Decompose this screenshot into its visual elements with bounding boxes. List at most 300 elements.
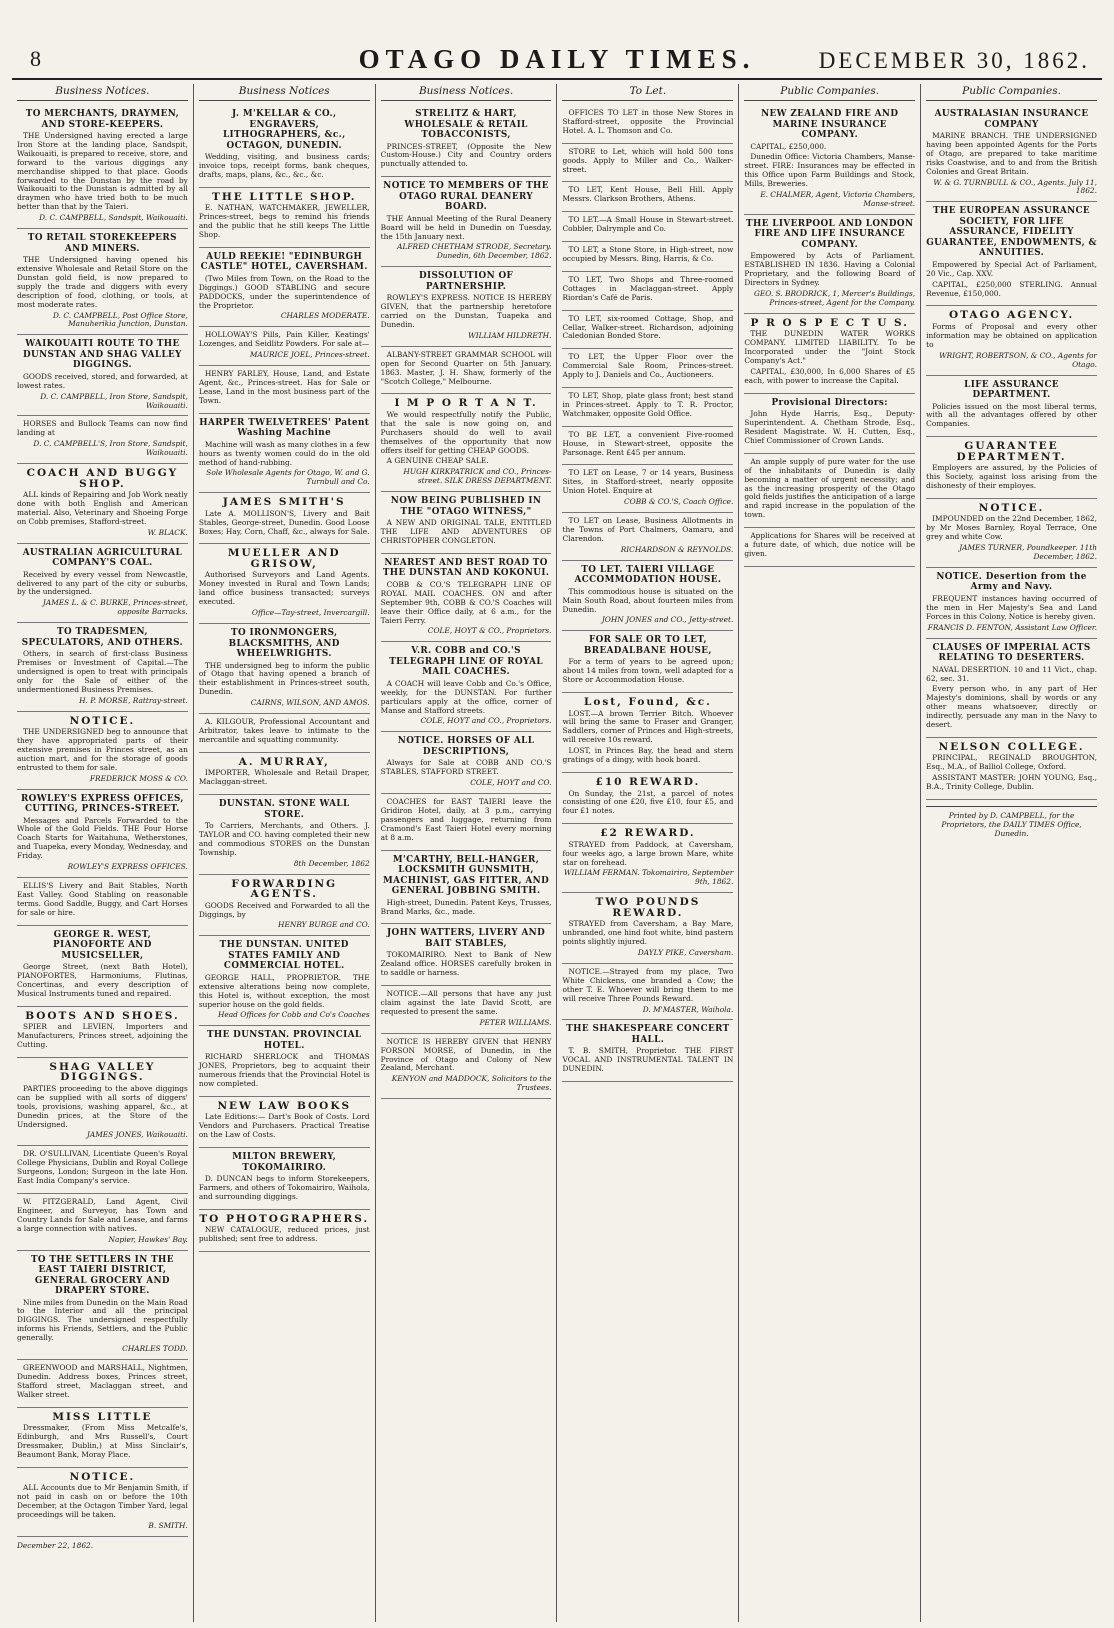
ad-body (744, 410, 915, 446)
ad-body (17, 963, 188, 999)
ad-body (562, 109, 733, 136)
ad-signature: JAMES L. & C. BURKE, Princes-street, opposite Barracks. (42, 598, 188, 617)
ad-paragraph: GEORGE HALL, PROPRIETOR. THE extensive alterations being now complete, this Hotel is, without exception, the most superior house on the gold fields. (198, 972, 370, 1009)
printer-imprint: Printed by D. CAMPBELL, for the Proprietors, the DAILY TIMES Office, Dunedin. (926, 806, 1097, 838)
issue-date: DECEMBER 30, 1862. (818, 48, 1090, 73)
ad-body (926, 595, 1097, 622)
advertisement (926, 639, 1097, 738)
ad-signature: Head Offices for Cobb and Co's Coaches (217, 1010, 370, 1020)
ad-title: SHAG VALLEY DIGGINGS. (49, 1060, 156, 1084)
ad-body (199, 204, 370, 240)
ad-paragraph: George Street, (next Bath Hotel), PIANOFORTES, Harmoniums, Flutinas, Concertinas, and every description of Musical Instruments tuned and repaired. (17, 962, 188, 998)
ad-title: AUSTRALIAN AGRICULTURAL COMPANY'S COAL. (22, 547, 183, 569)
advertisement (926, 202, 1097, 306)
advertisement (744, 314, 915, 394)
advertisement (17, 623, 188, 711)
ad-paragraph: On Sunday, the 21st, a parcel of notes consisting of one £20, five £10, four £5, and four £1 notes. (562, 788, 734, 816)
columns (12, 84, 1102, 1622)
ad-title: FORWARDING AGENTS. (231, 877, 338, 901)
ad-title: NOTICE. (69, 714, 136, 727)
ad-signature: DAYLY PIKE, Caversham. (637, 947, 734, 957)
ad-paragraph: CAPITAL, £250,000. (750, 141, 827, 151)
ad-body (199, 571, 370, 607)
ad-body (562, 276, 733, 303)
ad-paragraph: This commodious house is situated on the Main South Road, about fourteen miles from Dunedin. (562, 586, 734, 614)
ad-body (562, 968, 733, 1004)
ad-title: TWO POUNDS REWARD. (595, 896, 701, 919)
ad-signature: HUGH KIRKPATRICK and CO., Princes-street. SILK DRESS DEPARTMENT. (403, 467, 552, 486)
advertisement (562, 513, 733, 561)
advertisement (926, 437, 1097, 499)
advertisement (562, 773, 733, 824)
ad-title: GUARANTEE DEPARTMENT. (956, 440, 1067, 463)
advertisement (744, 528, 915, 567)
ad-body (199, 662, 370, 698)
ad-title: Provisional Directors: (771, 397, 888, 408)
advertisement (199, 1210, 370, 1252)
ad-signature: W. BLACK. (147, 527, 188, 537)
ad-paragraph: Late Editions:— Dart's Book of Costs. Lord Vendors and Purchasers. Practical Treatise on the Law of Costs. (198, 1112, 370, 1140)
ad-paragraph: THE UNDERSIGNED beg to announce that they have appropriated parts of their extensive premises in Princes street, as an auction mart, and for the storage of goods entrusted to them for sale. (17, 727, 188, 772)
advertisement (17, 1058, 188, 1146)
advertisement (562, 349, 733, 388)
advertisement (562, 427, 733, 466)
ad-body (926, 403, 1097, 430)
ad-body (17, 256, 188, 309)
ad-paragraph: ALBANY-STREET GRAMMAR SCHOOL will open for Second Quarter on 5th January, 1863. Master, J. H. Shaw, formerly of the "Scotch College," Melbourne. (380, 349, 552, 386)
ad-paragraph: TO LET, a Stone Store, in High-street, now occupied by Messrs. Bing, Harris, & Co. (562, 245, 734, 263)
ad-body (17, 1299, 188, 1344)
ad-paragraph: SPIER and LEVIEN, Importers and Manufacturers, Princes street, adjoining the Cutting. (17, 1022, 188, 1049)
advertisement (199, 795, 370, 875)
ad-title: FOR SALE OR TO LET, BREADALBANE HOUSE, (583, 635, 712, 656)
advertisement (562, 182, 733, 212)
advertisement (381, 732, 552, 794)
advertisement (199, 414, 370, 494)
ad-title: M'CARTHY, BELL-HANGER, LOCKSMITH GUNSMITH, MACHINIST, GAS FITTER, AND GENERAL JOBBING SMITH. (383, 854, 550, 897)
ad-body (562, 710, 733, 765)
ad-title: V.R. COBB and CO.'S TELEGRAPH LINE OF ROYAL MAIL COACHES. (389, 646, 543, 678)
advertisement (926, 376, 1097, 438)
ad-paragraph: High-street, Dunedin. Patent Keys, Trusses, Brand Marks, &c., made. (380, 897, 552, 916)
advertisement (17, 1360, 188, 1408)
advertisement (381, 394, 552, 492)
ad-title: MISS LITTLE (52, 1410, 153, 1423)
ad-paragraph: PARTIES proceeding to the above diggings can be supplied with all sorts of diggers' tools, provisions, washing apparel, &c., at Dunedin prices, at the Store of the Undersigned. (17, 1083, 188, 1129)
ad-signature: WILLIAM FERMAN. Tokomairiro, September 9th, 1862. (563, 868, 734, 887)
ad-body (17, 650, 188, 695)
advertisement (562, 311, 733, 350)
ad-paragraph: IMPOUNDED on the 22nd December, 1862, by Mr Moses Barnley, Royal Terrace, One grey and white Cow. (926, 514, 1097, 542)
advertisement (17, 1194, 188, 1251)
ad-paragraph: Messages and Parcels Forwarded to the Whole of the Gold Fields. THE Four Horse Coach Starts for Waitahuna, Wetherstones, and Tuapeka, every Monday, Wednesday, and Friday. (17, 815, 188, 861)
masthead (12, 44, 1102, 74)
advertisement (17, 416, 188, 464)
ad-signature: COLE, HOYT and CO. (470, 778, 552, 788)
ad-title: £10 REWARD. (595, 776, 701, 788)
column-4 (556, 84, 738, 1622)
advertisement (381, 794, 552, 851)
ad-paragraph: NEW CATALOGUE, reduced prices, just published; sent free to address. (198, 1225, 370, 1244)
ad-body (744, 143, 915, 190)
ad-body (199, 822, 370, 858)
ad-body (926, 666, 1097, 730)
advertisement (17, 1251, 188, 1360)
advertisement (926, 105, 1097, 202)
ad-body (381, 411, 552, 466)
advertisement (562, 964, 733, 1021)
advertisement (17, 229, 188, 335)
ad-paragraph: A GENUINE CHEAP SALE. (386, 456, 489, 466)
ad-signature: HENRY BURGE and CO. (278, 920, 370, 930)
ad-paragraph: John Hyde Harris, Esq., Deputy-Superintendent. A. Chetham Strode, Esq., Resident Magistrate. W. H. Cutten, Esq., Chief Commissioner of Crown Lands. (744, 409, 916, 445)
ad-paragraph: NOTICE.—All persons that have any just claim against the late David Scott, are requested to present the same. (380, 989, 552, 1016)
advertisement (381, 986, 552, 1034)
ad-body (562, 216, 733, 234)
ad-title: Lost, Found, &c. (584, 696, 712, 709)
ad-body (199, 769, 370, 787)
ad-signature: D. C. CAMPBELL, Post Office Store, Manuherikia Junction, Dunstan. (53, 310, 188, 329)
ad-title: AULD REEKIE! "EDINBURGH CASTLE" HOTEL, CAVERSHAM. (200, 251, 368, 273)
ad-signature: RICHARDSON & REYNOLDS. (620, 544, 734, 554)
column-2 (193, 84, 375, 1622)
ad-signature: JAMES JONES, Waikouaiti. (86, 1130, 188, 1140)
ad-paragraph: TO LET, Shop, plate glass front; best stand in Princes-street. Apply to T. R. Proctor, Watchmaker, opposite Gold Office. (562, 391, 734, 418)
ad-paragraph: THE DUNEDIN WATER WORKS COMPANY. LIMITED LIABILITY. To be Incorporated under the "Joint Stock Company's Act." (744, 329, 916, 365)
ad-signature: E. CHALMER, Agent, Victoria Chambers, Manse-street. (760, 190, 916, 208)
advertisement (199, 366, 370, 414)
advertisement (199, 327, 370, 366)
ad-body (381, 215, 552, 242)
ad-title: THE LITTLE SHOP. (212, 190, 357, 203)
ad-body (926, 515, 1097, 542)
ad-body (562, 246, 733, 264)
advertisement (562, 824, 733, 893)
ad-signature: COBB & CO.'S, Coach Office. (624, 497, 734, 507)
ad-body (562, 392, 733, 419)
ad-title: DISSOLUTION OF PARTNERSHIP. (418, 271, 514, 292)
ad-body (562, 517, 733, 544)
ad-body (17, 1150, 188, 1186)
ad-title: TO RETAIL STOREKEEPERS AND MINERS. (27, 233, 177, 254)
ad-body (562, 588, 733, 615)
ad-paragraph: STRAYED from Paddock, at Caversham, four weeks ago, a large brown Mare, white star on forehead. (562, 839, 734, 867)
ad-title: TO LET. TAIERI VILLAGE ACCOMMODATION HOUSE. (574, 564, 722, 586)
column-6 (920, 84, 1102, 1622)
column-3 (375, 84, 557, 1622)
ad-paragraph: ALL kinds of Repairing and Job Work neatly done with both English and American material. Also, Veterinary and Shoeing Forge on Cobb premises, Stafford-street. (17, 490, 188, 526)
ad-signature: B. SMITH. (148, 1520, 188, 1530)
ad-signature: WILLIAM HILDRETH. (468, 330, 552, 340)
ad-body (926, 464, 1097, 491)
ad-title: HARPER TWELVETREES' Patent Washing Machine (199, 417, 370, 439)
ad-paragraph: A COACH will leave Cobb and Co.'s Office, weekly, for the DUNSTAN. For further particulars apply at the office, corner of Manse and Stafford streets. (380, 678, 552, 715)
ad-title: WAIKOUAITI ROUTE TO THE DUNSTAN AND SHAG VALLEY DIGGINGS. (22, 339, 182, 371)
advertisement (199, 936, 370, 1026)
ad-paragraph: ELLIS'S Livery and Bait Stables, North East Valley. Good Stabling on reasonable terms. Good Saddle, Buggy, and Cart Horses for sale or hire. (17, 880, 188, 917)
ad-signature: W. & G. TURNBULL & CO., Agents. July 11, 1862. (933, 177, 1097, 196)
ad-body (199, 510, 370, 537)
ad-paragraph: Nine miles from Dunedin on the Main Road to the Interior and all the principal DIGGINGS. The undersigned respectfully informs his Friends, Settlers, and the Public generally. (17, 1297, 188, 1343)
advertisement (562, 242, 733, 272)
ad-body (17, 1484, 188, 1520)
ad-paragraph: Empowered by Acts of Parliament. ESTABLISHED IN 1836. Having a Colonial Proprietary, and the following Board of Directors in Sydney. (744, 251, 916, 288)
ad-body (17, 882, 188, 918)
ad-body (926, 754, 1097, 792)
ad-signature: Napier, Hawkes' Bay. (108, 1234, 188, 1244)
advertisement (17, 926, 188, 1007)
ad-body (381, 581, 552, 626)
ad-body (17, 1023, 188, 1050)
ad-body (562, 1047, 733, 1074)
advertisement (17, 712, 188, 790)
ad-paragraph: Forms of Proposal and every other information may be obtained on application to (926, 321, 1097, 349)
ad-paragraph: Received by every vessel from Newcastle, delivered to any part of the city or suburbs, by the undersigned. (17, 569, 188, 597)
column-heading: To Let. (562, 84, 733, 101)
ad-body (17, 728, 188, 773)
ad-body (562, 658, 733, 685)
advertisement (381, 554, 552, 642)
ad-paragraph: NOTICE.—Strayed from my place, Two White Chickens, one branded a Cow; the other T. E. Whoever will bring them to me will receive Three Pounds Reward. (562, 966, 734, 1003)
column-heading: Public Companies. (926, 84, 1097, 101)
ad-body (562, 469, 733, 496)
advertisement (562, 693, 733, 773)
column-5 (738, 84, 920, 1622)
ad-paragraph: TO LET on Lease, 7 or 14 years, Business Sites, in Stafford-street, nearly opposite Union Hotel. Enquire at (562, 468, 734, 496)
ad-title: DUNSTAN. STONE WALL STORE. (218, 799, 350, 820)
advertisement (17, 335, 188, 416)
ad-paragraph: Empowered by Special Act of Parliament, 20 Vic., Cap. XXV. (926, 259, 1097, 278)
ad-body (199, 718, 370, 745)
advertisement (17, 1007, 188, 1058)
advertisement (17, 105, 188, 229)
ad-paragraph: Always for Sale at COBB AND CO.'S STABLES, STAFFORD STREET. (380, 758, 552, 777)
ad-paragraph: TO LET, Kent House, Bell Hill. Apply Messrs. Clarkson Brothers, Athens. (562, 185, 734, 204)
ad-paragraph: Policies issued on the most liberal terms, with all the advantages offered by other Companies. (926, 401, 1097, 429)
ad-signature: D. M'MASTER, Waihola. (642, 1004, 734, 1014)
ad-title: NOTICE. (978, 501, 1045, 514)
ad-paragraph: An ample supply of pure water for the use of the inhabitants of Dunedin is daily becoming a matter of urgent necessity; and as the increasing prosperity of the Otago gold fields justifies the anticipation of a large and rapid increase in the population of the town. (744, 456, 916, 520)
advertisement (562, 272, 733, 311)
ad-signature: COLE, HOYT and CO., Proprietors. (420, 716, 552, 726)
ad-body (381, 990, 552, 1017)
ad-paragraph: IMPORTER, Wholesale and Retail Draper, Maclaggan-street. (198, 768, 370, 787)
advertisement (926, 499, 1097, 568)
ad-paragraph: TO LET on Lease, Business Allotments in the Towns of Port Chalmers, Oamaru, and Clarendon. (562, 516, 734, 543)
ad-body (562, 790, 733, 817)
ad-paragraph: TO LET, six-roomed Cottage, Shop, and Cellar, Walker-street. Richardson, adjoining Caledonian Bonded Store. (562, 313, 734, 341)
ad-signature: KENYON and MADDOCK, Solicitors to the Trustees. (391, 1074, 552, 1093)
advertisement (926, 568, 1097, 639)
ad-signature: COLE, HOYT & CO., Proprietors. (427, 626, 552, 636)
advertisement (17, 1468, 188, 1537)
advertisement (562, 144, 733, 183)
ad-signature: CHARLES MODERATE. (280, 311, 370, 321)
ad-body (199, 1113, 370, 1140)
advertisement (381, 347, 552, 395)
ad-title: A. MURRAY, (238, 755, 330, 768)
ad-body (926, 132, 1097, 177)
ad-paragraph: MARINE BRANCH. THE UNDERSIGNED having been appointed Agents for the Ports of Otago, are prepared to take maritime risks Coastwise, and to and from the British Colonies and Great Britain. (926, 131, 1097, 176)
ad-paragraph: For a term of years to be agreed upon; about 14 miles from town, well adapted for a Store or Accommodation House. (562, 657, 734, 685)
ad-title: THE SHAKESPEARE CONCERT HALL. (566, 1024, 730, 1045)
advertisement (381, 642, 552, 732)
ad-body (199, 441, 370, 468)
ad-paragraph: PRINCIPAL, REGINALD BROUGHTON, Esq., M.A., of Balliol College, Oxford. (926, 753, 1097, 772)
ad-title: AUSTRALASIAN INSURANCE COMPANY (934, 109, 1089, 130)
ad-title: THE EUROPEAN ASSURANCE SOCIETY, FOR LIFE ASSURANCE, FIDELITY GUARANTEE, ENDOWMENTS, & ANNUITIES. (926, 206, 1097, 259)
ad-paragraph: LOST.—A brown Terrier Bitch. Whoever will bring the same to Fraser and Granger, Saddlers, corner of Princes and High-streets, will receive 10s reward. (562, 708, 734, 745)
ad-title: MUELLER AND GRISOW, (227, 547, 341, 570)
ad-title: TO MERCHANTS, DRAYMEN, AND STORE-KEEPERS. (25, 109, 180, 130)
ad-paragraph: TOKOMAIRIRO. Next to Bank of New Zealand office. HORSES carefully broken in to saddle or harness. (380, 950, 552, 978)
ad-title: TO PHOTOGRAPHERS. (199, 1212, 370, 1225)
column-heading: Business Notices. (17, 84, 188, 101)
ad-body (17, 1424, 188, 1460)
ad-title: GEORGE R. WEST, PIANOFORTE AND MUSICSELLER, (53, 929, 152, 961)
ad-title: THE LIVERPOOL AND LONDON FIRE AND LIFE INSURANCE COMPANY. (746, 218, 914, 250)
ad-paragraph: THE Undersigned having opened his extensive Wholesale and Retail Store on the Dunstan gold field, is now prepared to supply the trade and diggers with every description of food, clothing, or tools, at most moderate rates. (17, 255, 188, 309)
ad-paragraph: COBB & CO.'S TELEGRAPH LINE OF ROYAL MAIL COACHES. ON and after September 9th, COBB & CO.'S Coaches will leave their Office daily, at 6 a.m., for the Taieri Ferry. (380, 579, 552, 625)
advertisement (381, 105, 552, 177)
ad-paragraph: NOTICE IS HEREBY GIVEN that HENRY FORSON MORSE, of Dunedin, in the Province of Otago and Colony of New Zealand, Merchant. (380, 1036, 552, 1073)
advertisement (562, 105, 733, 144)
ad-title: NEW ZEALAND FIRE AND MARINE INSURANCE COMPANY. (761, 109, 899, 140)
ad-title: P R O S P E C T U S. (750, 316, 909, 329)
advertisement (744, 105, 915, 215)
advertisement (199, 1026, 370, 1097)
ad-paragraph: A NEW AND ORIGINAL TALE, ENTITLED THE LIFE AND ADVENTURES OF CHRISTOPHER CONGLETON. (380, 518, 552, 545)
ad-body (744, 458, 915, 520)
ad-paragraph: T. B. SMITH, Proprietor. THE FIRST VOCAL AND INSTRUMENTAL TALENT IN DUNEDIN. (562, 1046, 734, 1074)
ad-body (199, 902, 370, 920)
ad-paragraph: GOODS Received and Forwarded to all the Diggings, by (198, 900, 370, 919)
ad-title: JOHN WATTERS, LIVERY AND BAIT STABLES, (386, 928, 546, 949)
advertisement (926, 738, 1097, 800)
ad-body (199, 1175, 370, 1202)
ad-body (17, 420, 188, 438)
masthead-rule (12, 78, 1102, 80)
advertisement (199, 544, 370, 624)
ad-signature: PETER WILLIAMS. (479, 1017, 552, 1027)
ad-signature: ROWLEY'S EXPRESS OFFICES. (67, 862, 188, 872)
ad-paragraph: TO LET, Two Shops and Three-roomed Cottages in Maclaggan-street. Apply Riordan's Café de Paris. (562, 274, 734, 302)
advertisement (17, 790, 188, 878)
ad-title: THE DUNSTAN. PROVINCIAL HOTEL. (206, 1030, 362, 1051)
advertisement (926, 306, 1097, 375)
ad-paragraph: CAPITAL, £250,000 STERLING. Annual Revenue, £150,000. (926, 279, 1097, 298)
ad-signature: ALFRED CHETHAM STRODE, Secretary. Dunedin, 6th December, 1862. (397, 242, 552, 261)
ad-paragraph: ALL Accounts due to Mr Benjamin Smith, if not paid in cash on or before the 10th December, at the Octagon Timber Yard, legal proceedings will be taken. (17, 1483, 188, 1519)
ad-body (562, 841, 733, 868)
ad-paragraph: STRAYED from Caversham, a Bay Mare, unbranded, one hind foot white, bind pastern points slightly injured. (562, 919, 734, 947)
ad-body (17, 491, 188, 527)
ad-signature: 8th December, 1862 (293, 858, 370, 868)
ad-signature: CHARLES TODD. (122, 1344, 188, 1354)
ad-paragraph: FREQUENT instances having occurred of the men in Her Majesty's Sea and Land Forces in this Colony, Notice is hereby given. (926, 593, 1097, 621)
paper-title: OTAGO DAILY TIMES. (358, 44, 756, 74)
advertisement (381, 924, 552, 986)
advertisement (562, 388, 733, 427)
advertisement (381, 177, 552, 267)
ad-body (562, 148, 733, 175)
ad-body (199, 1226, 370, 1244)
ad-paragraph: NAVAL DESERTION. 10 and 11 Vict., chap. 62, sec. 31. (926, 664, 1097, 683)
ad-body (381, 351, 552, 387)
ad-signature: GEO. S. BRODRICK, 1, Mercer's Buildings, Princes-street, Agent for the Company. (753, 288, 916, 307)
ad-paragraph: Late A. MOLLISON'S, Livery and Bait Stables, George-street, Dunedin. Good Loose Boxes; Hay, Corn, Chaff, &c., always for Sale. (198, 508, 370, 536)
column-dateline: December 22, 1862. (17, 1540, 94, 1550)
ad-body (17, 1198, 188, 1234)
ad-body (562, 186, 733, 204)
ad-paragraph: STORE to Let, which will hold 500 tons goods. Apply to Miller and Co., Walker-street. (562, 146, 734, 174)
ad-paragraph: HENRY FARLEY, House, Land, and Estate Agent, &c., Princes-street. Has for Sale or Lease, Land in the most business part of the Town. (198, 369, 370, 405)
ad-paragraph: THE Undersigned having erected a large Iron Store at the landing place, Sandspit, Waikouaiti, is prepared to receive, store, and forward to the various diggings any merchandise shipped to that place. Goods forwarded to the Dunstan by the road by Waikouaiti to the Dunstan is admitted by all draymen who have tried both to be much better than that by the Taieri. (17, 131, 188, 212)
ad-body (17, 132, 188, 212)
advertisement (744, 215, 915, 314)
advertisement (17, 1408, 188, 1468)
ad-title: BOOTS AND SHOES. (25, 1009, 180, 1022)
ad-paragraph: D. DUNCAN begs to inform Storekeepers, Farmers, and others of Tokomairiro, Waihola, and surrounding diggings. (198, 1174, 370, 1201)
ad-title: J. M'KELLAR & CO., ENGRAVERS, LITHOGRAPHERS, &c., OCTAGON, DUNEDIN. (222, 109, 346, 151)
advertisement (199, 624, 370, 714)
advertisement (562, 561, 733, 632)
advertisement (17, 878, 188, 926)
ad-title: NOTICE. (69, 1470, 136, 1483)
ad-title: TO THE SETTLERS IN THE EAST TAIERI DISTRICT, GENERAL GROCERY AND DRAPERY STORE. (30, 1254, 174, 1296)
ad-paragraph: THE Annual Meeting of the Rural Deanery Board will be held in Dunedin on Tuesday, the 15th January next. (380, 213, 552, 241)
ad-body (562, 353, 733, 380)
ad-paragraph: Dunedin Office: Victoria Chambers, Manse-street. FIRE: Insurances may be effected in this Office upon Farm Buildings and Stock, Mills, Breweries. (744, 152, 916, 189)
advertisement (199, 248, 370, 328)
ad-paragraph: Authorised Surveyors and Land Agents. Money invested in Rural and Town Lands; land office business transacted; surveys executed. (198, 570, 370, 607)
advertisement (17, 544, 188, 624)
ad-title: LIFE ASSURANCE DEPARTMENT. (964, 379, 1059, 400)
ad-body (562, 920, 733, 947)
advertisement (381, 267, 552, 347)
ad-paragraph: HOLLOWAY'S Pills, Pain Killer, Keatings' Lozenges, and Seidlitz Powders. For sale at— (198, 330, 370, 349)
advertisement (381, 1034, 552, 1099)
ad-body (199, 974, 370, 1010)
ad-body (744, 330, 915, 385)
ad-title: CLAUSES OF IMPERIAL ACTS RELATING TO DESERTERS. (932, 642, 1091, 664)
ad-title: MILTON BREWERY, TOKOMAIRIRO. (232, 1152, 337, 1173)
ad-title: TO TRADESMEN, SPECULATORS, AND OTHERS. (21, 627, 184, 648)
ad-body (381, 680, 552, 716)
ad-paragraph: W. FITZGERALD, Land Agent, Civil Engineer, and Surveyor, has Town and Country Lands for Sale and Lease, and farms a large connection with natives. (17, 1196, 188, 1233)
ad-paragraph: DR. O'SULLIVAN, Licentiate Queen's Royal College Physicians, Dublin and Royal College Surgeons, London; Surgeon in the late Hon. East India Company's service. (17, 1149, 188, 1186)
column-heading: Business Notices (199, 84, 370, 101)
column-1 (12, 84, 193, 1622)
advertisement (199, 1097, 370, 1148)
ad-signature: JOHN JONES and CO., Jetty-street. (601, 615, 734, 625)
advertisement (199, 753, 370, 795)
advertisement (199, 1148, 370, 1210)
ad-signature: D. C. CAMPBELL'S, Iron Store, Sandspit, Waikouaiti. (33, 439, 188, 458)
column-heading: Business Notices. (381, 84, 552, 101)
ad-body (744, 532, 915, 559)
ad-title: I M P O R T A N T. (394, 397, 538, 410)
ad-title: NOTICE TO MEMBERS OF THE OTAGO RURAL DEANERY BOARD. (383, 181, 549, 213)
advertisement (199, 875, 370, 937)
ad-paragraph: A. KILGOUR, Professional Accountant and Arbitrator, takes leave to intimate to the mercantile and squatting community. (198, 717, 370, 744)
ad-title: COACH AND BUGGY SHOP. (26, 467, 179, 490)
ad-paragraph: PRINCES-STREET, (Opposite the New Custom-House.) City and Country orders punctually attended to. (380, 141, 552, 169)
ad-title: NEAREST AND BEST ROAD TO THE DUNSTAN AND KOKONUI. (382, 557, 550, 579)
advertisement (199, 188, 370, 248)
advertisement (199, 714, 370, 753)
ad-body (381, 899, 552, 917)
